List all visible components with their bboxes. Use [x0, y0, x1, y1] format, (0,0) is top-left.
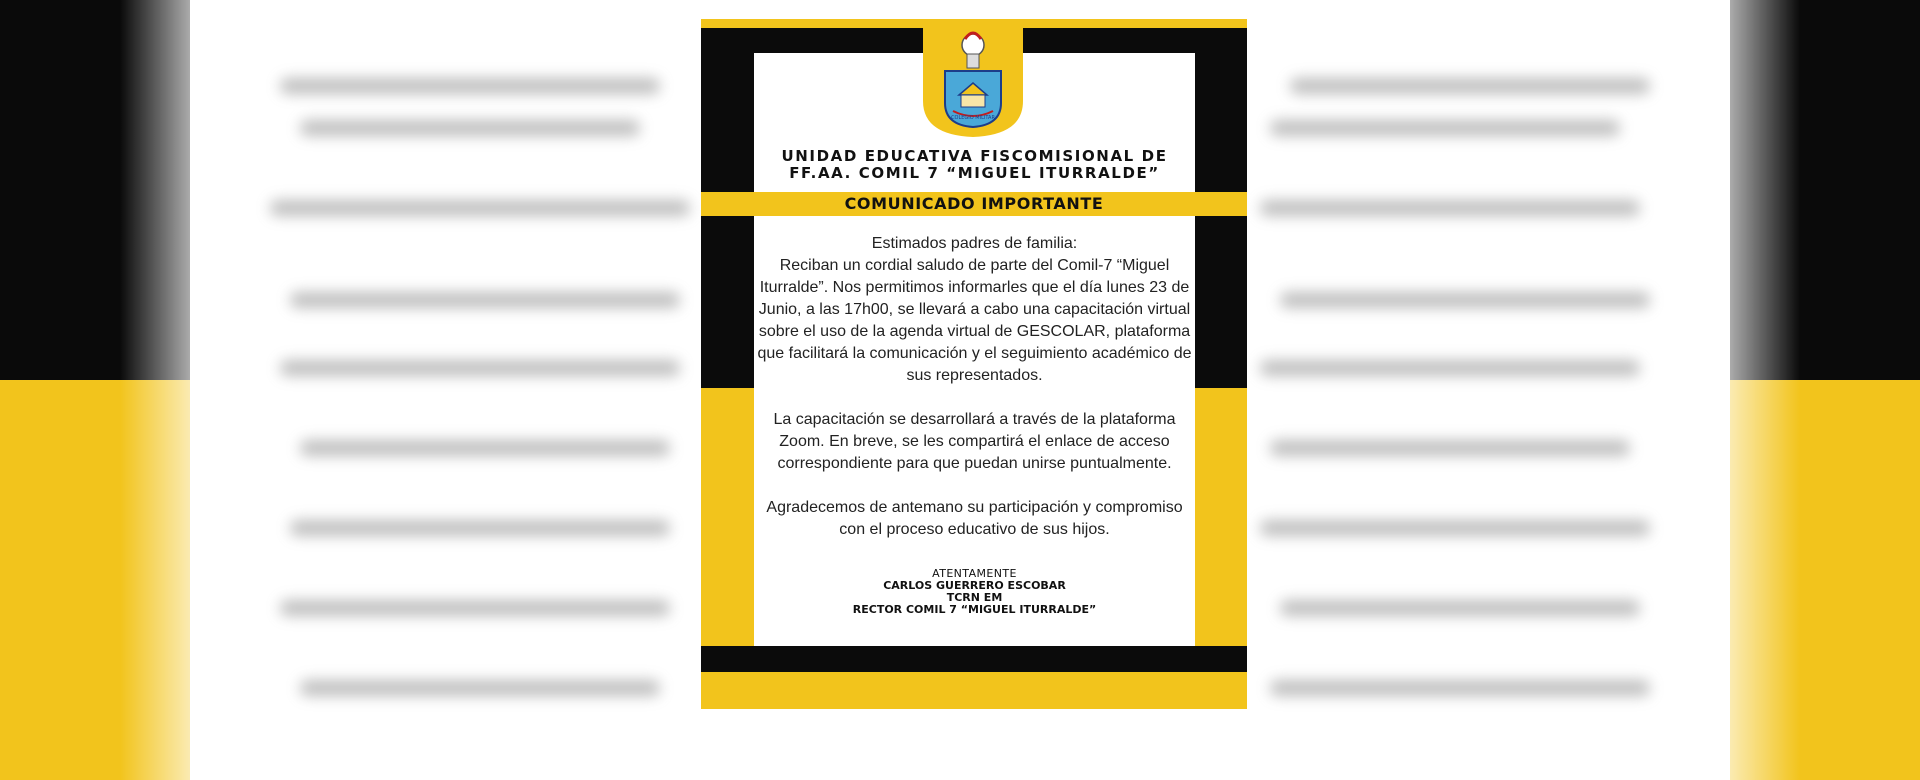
school-name — [754, 148, 1195, 182]
background-fade-right — [1640, 0, 1800, 780]
signature-block — [754, 568, 1195, 616]
blurred-text-line — [280, 78, 660, 94]
blurred-text-line — [1270, 680, 1650, 696]
blurred-text-line — [300, 440, 670, 456]
body-paragraph-1 — [754, 233, 1195, 387]
signature-name: CARLOS GUERRERO ESCOBAR — [883, 579, 1066, 592]
paragraph-1: Reciban un cordial saludo de parte del Comil-7 “Miguel Iturralde”. Nos permitimos informarles que el día lunes 23 de Junio, a las 17h00, se llevará a cabo una capacitación virtual sobre el uso de la agenda virtual de GESCOLAR, plataforma que facilitará la comunicación y el seguimiento académico de sus representados. — [757, 257, 1192, 384]
signature-role: RECTOR COMIL 7 “MIGUEL ITURRALDE” — [852, 603, 1097, 616]
signature-closing: ATENTAMENTE — [932, 567, 1017, 580]
flyer-corner-accent — [1177, 19, 1247, 28]
paragraph-2: La capacitación se desarrollará a través de la plataforma Zoom. En breve, se les compartirá el enlace de acceso correspondiente para que puedan unirse puntualmente. — [773, 411, 1176, 472]
blurred-text-line — [300, 120, 640, 136]
flyer-bottom-black-bar — [701, 646, 1247, 672]
blurred-text-line — [1260, 200, 1640, 216]
blurred-text-line — [1270, 120, 1620, 136]
blurred-text-line — [1280, 292, 1650, 308]
blurred-text-line — [1260, 520, 1650, 536]
greeting: Estimados padres de familia: — [871, 235, 1078, 252]
blurred-text-line — [290, 520, 670, 536]
announcement-title: COMUNICADO IMPORTANTE — [844, 194, 1104, 213]
blurred-text-line — [1280, 600, 1640, 616]
signature-rank: TCRN EM — [946, 591, 1003, 604]
blurred-text-line — [290, 292, 680, 308]
blurred-text-line — [1270, 440, 1630, 456]
announcement-body — [754, 233, 1195, 563]
school-crest-icon — [923, 19, 1023, 137]
announcement-flyer — [701, 19, 1247, 709]
school-name-line-2: FF.AA. COMIL 7 “MIGUEL ITURRALDE” — [789, 164, 1160, 182]
paragraph-3: Agradecemos de antemano su participación y compromiso con el proceso educativo de sus hijos. — [766, 499, 1183, 538]
flyer-bottom-yellow-bar — [701, 672, 1247, 691]
blurred-text-line — [270, 200, 690, 216]
blurred-text-line — [300, 680, 660, 696]
school-name-line-1: UNIDAD EDUCATIVA FISCOMISIONAL DE — [781, 147, 1168, 165]
blurred-text-line — [1290, 78, 1650, 94]
blurred-text-line — [1260, 360, 1640, 376]
crest-motto: COLEGIO MILITAR — [951, 115, 995, 121]
blurred-text-line — [280, 600, 670, 616]
flyer-corner-accent — [701, 19, 771, 28]
background-fade-left — [120, 0, 280, 780]
blurred-text-line — [280, 360, 680, 376]
